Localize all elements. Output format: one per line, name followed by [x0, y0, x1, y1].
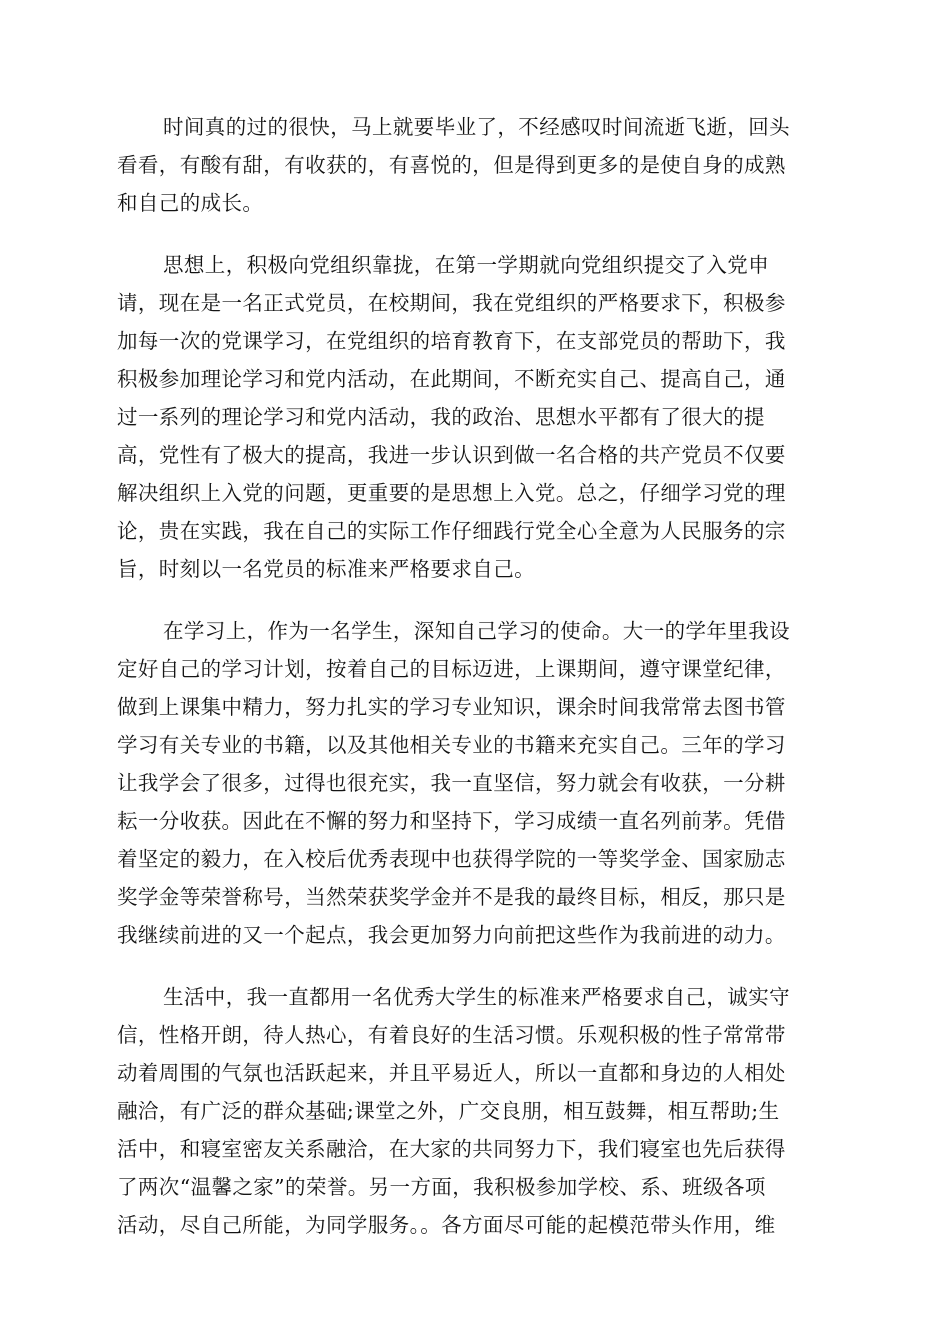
document-body: [117, 108, 833, 1268]
text-line: 学习有关专业的书籍，以及其他相关专业的书籍来充实自己。三年的学习: [117, 733, 786, 757]
text-line: 活中，和寝室密友关系融洽，在大家的共同努力下，我们寝室也先后获得: [117, 1137, 786, 1161]
text-line: 论，贵在实践，我在自己的实际工作仔细践行党全心全意为人民服务的宗: [117, 519, 786, 543]
paragraph-study: [117, 612, 833, 954]
text-line: 信，性格开朗，待人热心，有着良好的生活习惯。乐观积极的性子常常带: [117, 1023, 786, 1047]
text-line: 生活中，我一直都用一名优秀大学生的标准来严格要求自己，诚实守: [163, 985, 790, 1009]
text-line: 看看，有酸有甜，有收获的，有喜悦的，但是得到更多的是使自身的成熟: [117, 153, 786, 177]
paragraph-graduation-reflection: [117, 108, 833, 222]
text-line: 和自己的成长。: [117, 191, 264, 215]
text-line: 奖学金等荣誉称号，当然荣获奖学金并不是我的最终目标，相反，那只是: [117, 885, 786, 909]
text-line: 动着周围的气氛也活跃起来，并且平易近人，所以一直都和身边的人相处: [117, 1061, 786, 1085]
text-line: 思想上，积极向党组织靠拢，在第一学期就向党组织提交了入党申: [163, 253, 770, 277]
text-line: 定好自己的学习计划，按着自己的目标迈进，上课期间，遵守课堂纪律，: [117, 657, 786, 681]
text-line: 耘一分收获。因此在不懈的努力和坚持下，学习成绩一直名列前茅。凭借: [117, 809, 786, 833]
text-line: 我继续前进的又一个起点，我会更加努力向前把这些作为我前进的动力。: [117, 923, 786, 947]
text-line: 请，现在是一名正式党员，在校期间，我在党组织的严格要求下，积极参: [117, 291, 786, 315]
text-line: 时间真的过的很快，马上就要毕业了，不经感叹时间流逝飞逝，回头: [163, 115, 790, 139]
text-line: 旨，时刻以一名党员的标准来严格要求自己。: [117, 557, 535, 581]
text-line: 着坚定的毅力，在入校后优秀表现中也获得学院的一等奖学金、国家励志: [117, 847, 786, 871]
text-line: 高，党性有了极大的提高，我进一步认识到做一名合格的共产党员不仅要: [117, 443, 786, 467]
text-line: 过一系列的理论学习和党内活动，我的政治、思想水平都有了很大的提: [117, 405, 765, 429]
paragraph-ideology: [117, 246, 833, 588]
text-line: 积极参加理论学习和党内活动，在此期间，不断充实自己、提高自己，通: [117, 367, 786, 391]
text-line: 加每一次的党课学习，在党组织的培育教育下，在支部党员的帮助下，我: [117, 329, 786, 353]
text-line: 活动，尽自己所能，为同学服务。。各方面尽可能的起模范带头作用，维: [117, 1213, 776, 1237]
text-line: 了两次“温馨之家”的荣誉。另一方面，我积极参加学校、系、班级各项: [117, 1175, 766, 1199]
text-line: 在学习上，作为一名学生，深知自己学习的使命。大一的学年里我设: [163, 619, 790, 643]
text-line: 做到上课集中精力，努力扎实的学习专业知识，课余时间我常常去图书管: [117, 695, 786, 719]
text-line: 让我学会了很多，过得也很充实，我一直坚信，努力就会有收获，一分耕: [117, 771, 786, 795]
paragraph-life: [117, 978, 833, 1244]
text-line: 融洽，有广泛的群众基础;课堂之外，广交良朋，相互鼓舞，相互帮助;生: [117, 1099, 780, 1123]
text-line: 解决组织上入党的问题，更重要的是思想上入党。总之，仔细学习党的理: [117, 481, 786, 505]
